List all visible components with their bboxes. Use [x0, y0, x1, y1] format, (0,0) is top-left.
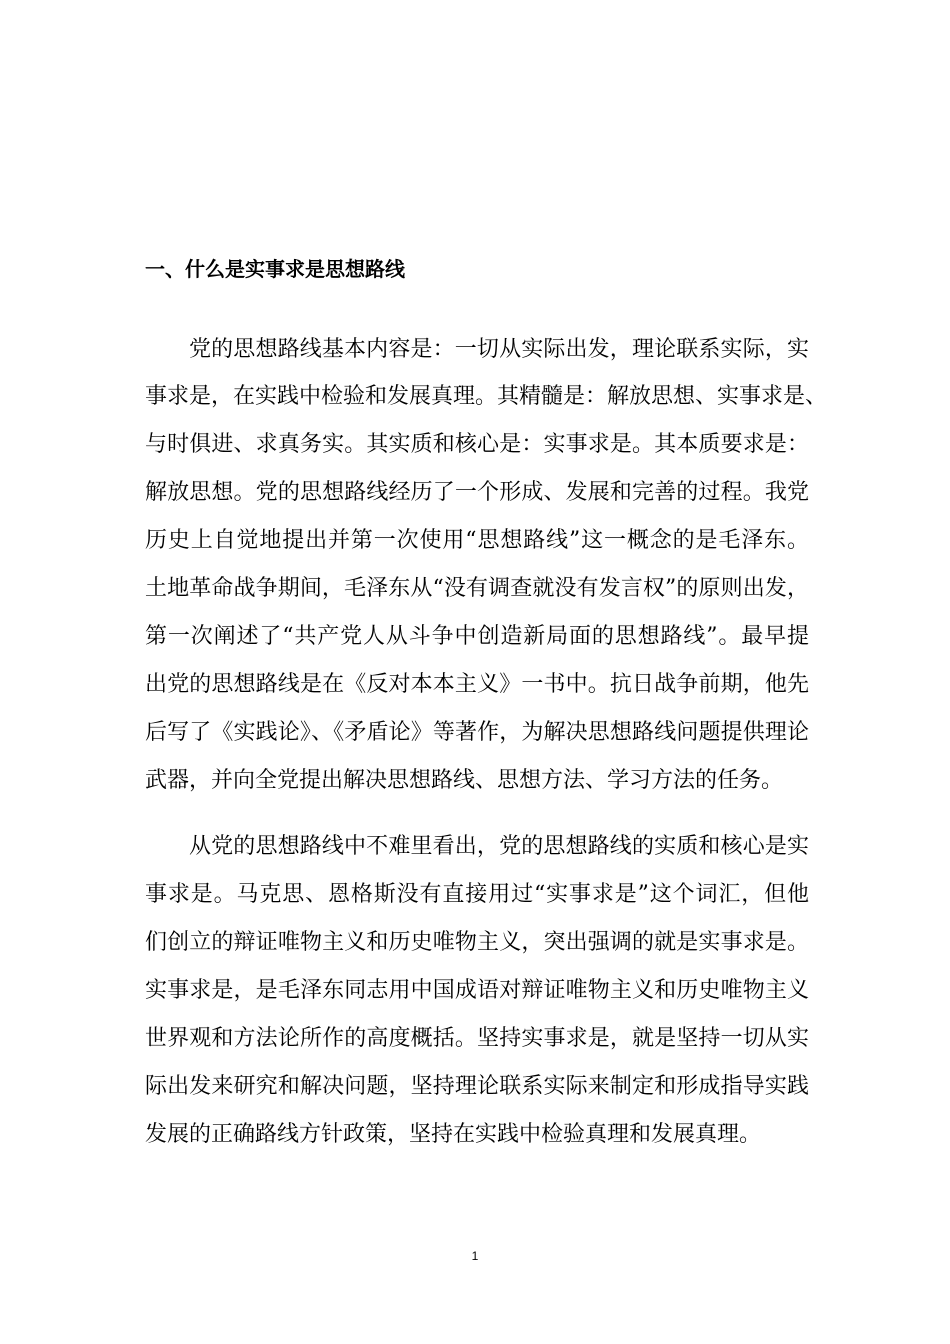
paragraph-2-line-4: 实事求是，是毛泽东同志用中国成语对辩证唯物主义和历史唯物主义 [145, 978, 809, 1003]
paragraph-1-line-2: 事求是，在实践中检验和发展真理。其精髓是：解放思想、实事求是、 [145, 384, 828, 409]
paragraph-2-line-3: 们创立的辩证唯物主义和历史唯物主义，突出强调的就是实事求是。 [145, 930, 809, 955]
paragraph-1-line-6: 土地革命战争期间，毛泽东从“没有调查就没有发言权”的原则出发， [145, 576, 809, 601]
paragraph-2-line-2: 事求是。马克思、恩格斯没有直接用过“实事求是”这个词汇，但他 [145, 882, 809, 907]
paragraph-2-line-5: 世界观和方法论所作的高度概括。坚持实事求是，就是坚持一切从实 [145, 1026, 809, 1051]
paragraph-1-line-1: 党的思想路线基本内容是：一切从实际出发，理论联系实际，实 [189, 337, 809, 362]
paragraph-2-line-6: 际出发来研究和解决问题，坚持理论联系实际来制定和形成指导实践 [145, 1074, 809, 1099]
paragraph-1-line-10: 武器，并向全党提出解决思想路线、思想方法、学习方法的任务。 [145, 768, 784, 793]
paragraph-1-line-4: 解放思想。党的思想路线经历了一个形成、发展和完善的过程。我党 [145, 480, 809, 505]
paragraph-1-line-9: 后写了《实践论》、《矛盾论》等著作，为解决思想路线问题提供理论 [145, 720, 809, 745]
paragraph-1-line-5: 历史上自觉地提出并第一次使用“思想路线”这一概念的是毛泽东。 [145, 528, 809, 553]
paragraph-2-line-1: 从党的思想路线中不难里看出，党的思想路线的实质和核心是实 [189, 834, 809, 859]
page-number: 1 [471, 1249, 479, 1263]
paragraph-1-line-7: 第一次阐述了“共产党人从斗争中创造新局面的思想路线”。最早提 [145, 624, 809, 649]
paragraph-2-line-7: 发展的正确路线方针政策，坚持在实践中检验真理和发展真理。 [145, 1122, 762, 1147]
paragraph-1-line-3: 与时俱进、求真务实。其实质和核心是：实事求是。其本质要求是： [145, 432, 809, 457]
paragraph-1-line-8: 出党的思想路线是在《反对本本主义》一书中。抗日战争前期，他先 [145, 672, 809, 697]
section-heading: 一、什么是实事求是思想路线 [145, 257, 405, 281]
